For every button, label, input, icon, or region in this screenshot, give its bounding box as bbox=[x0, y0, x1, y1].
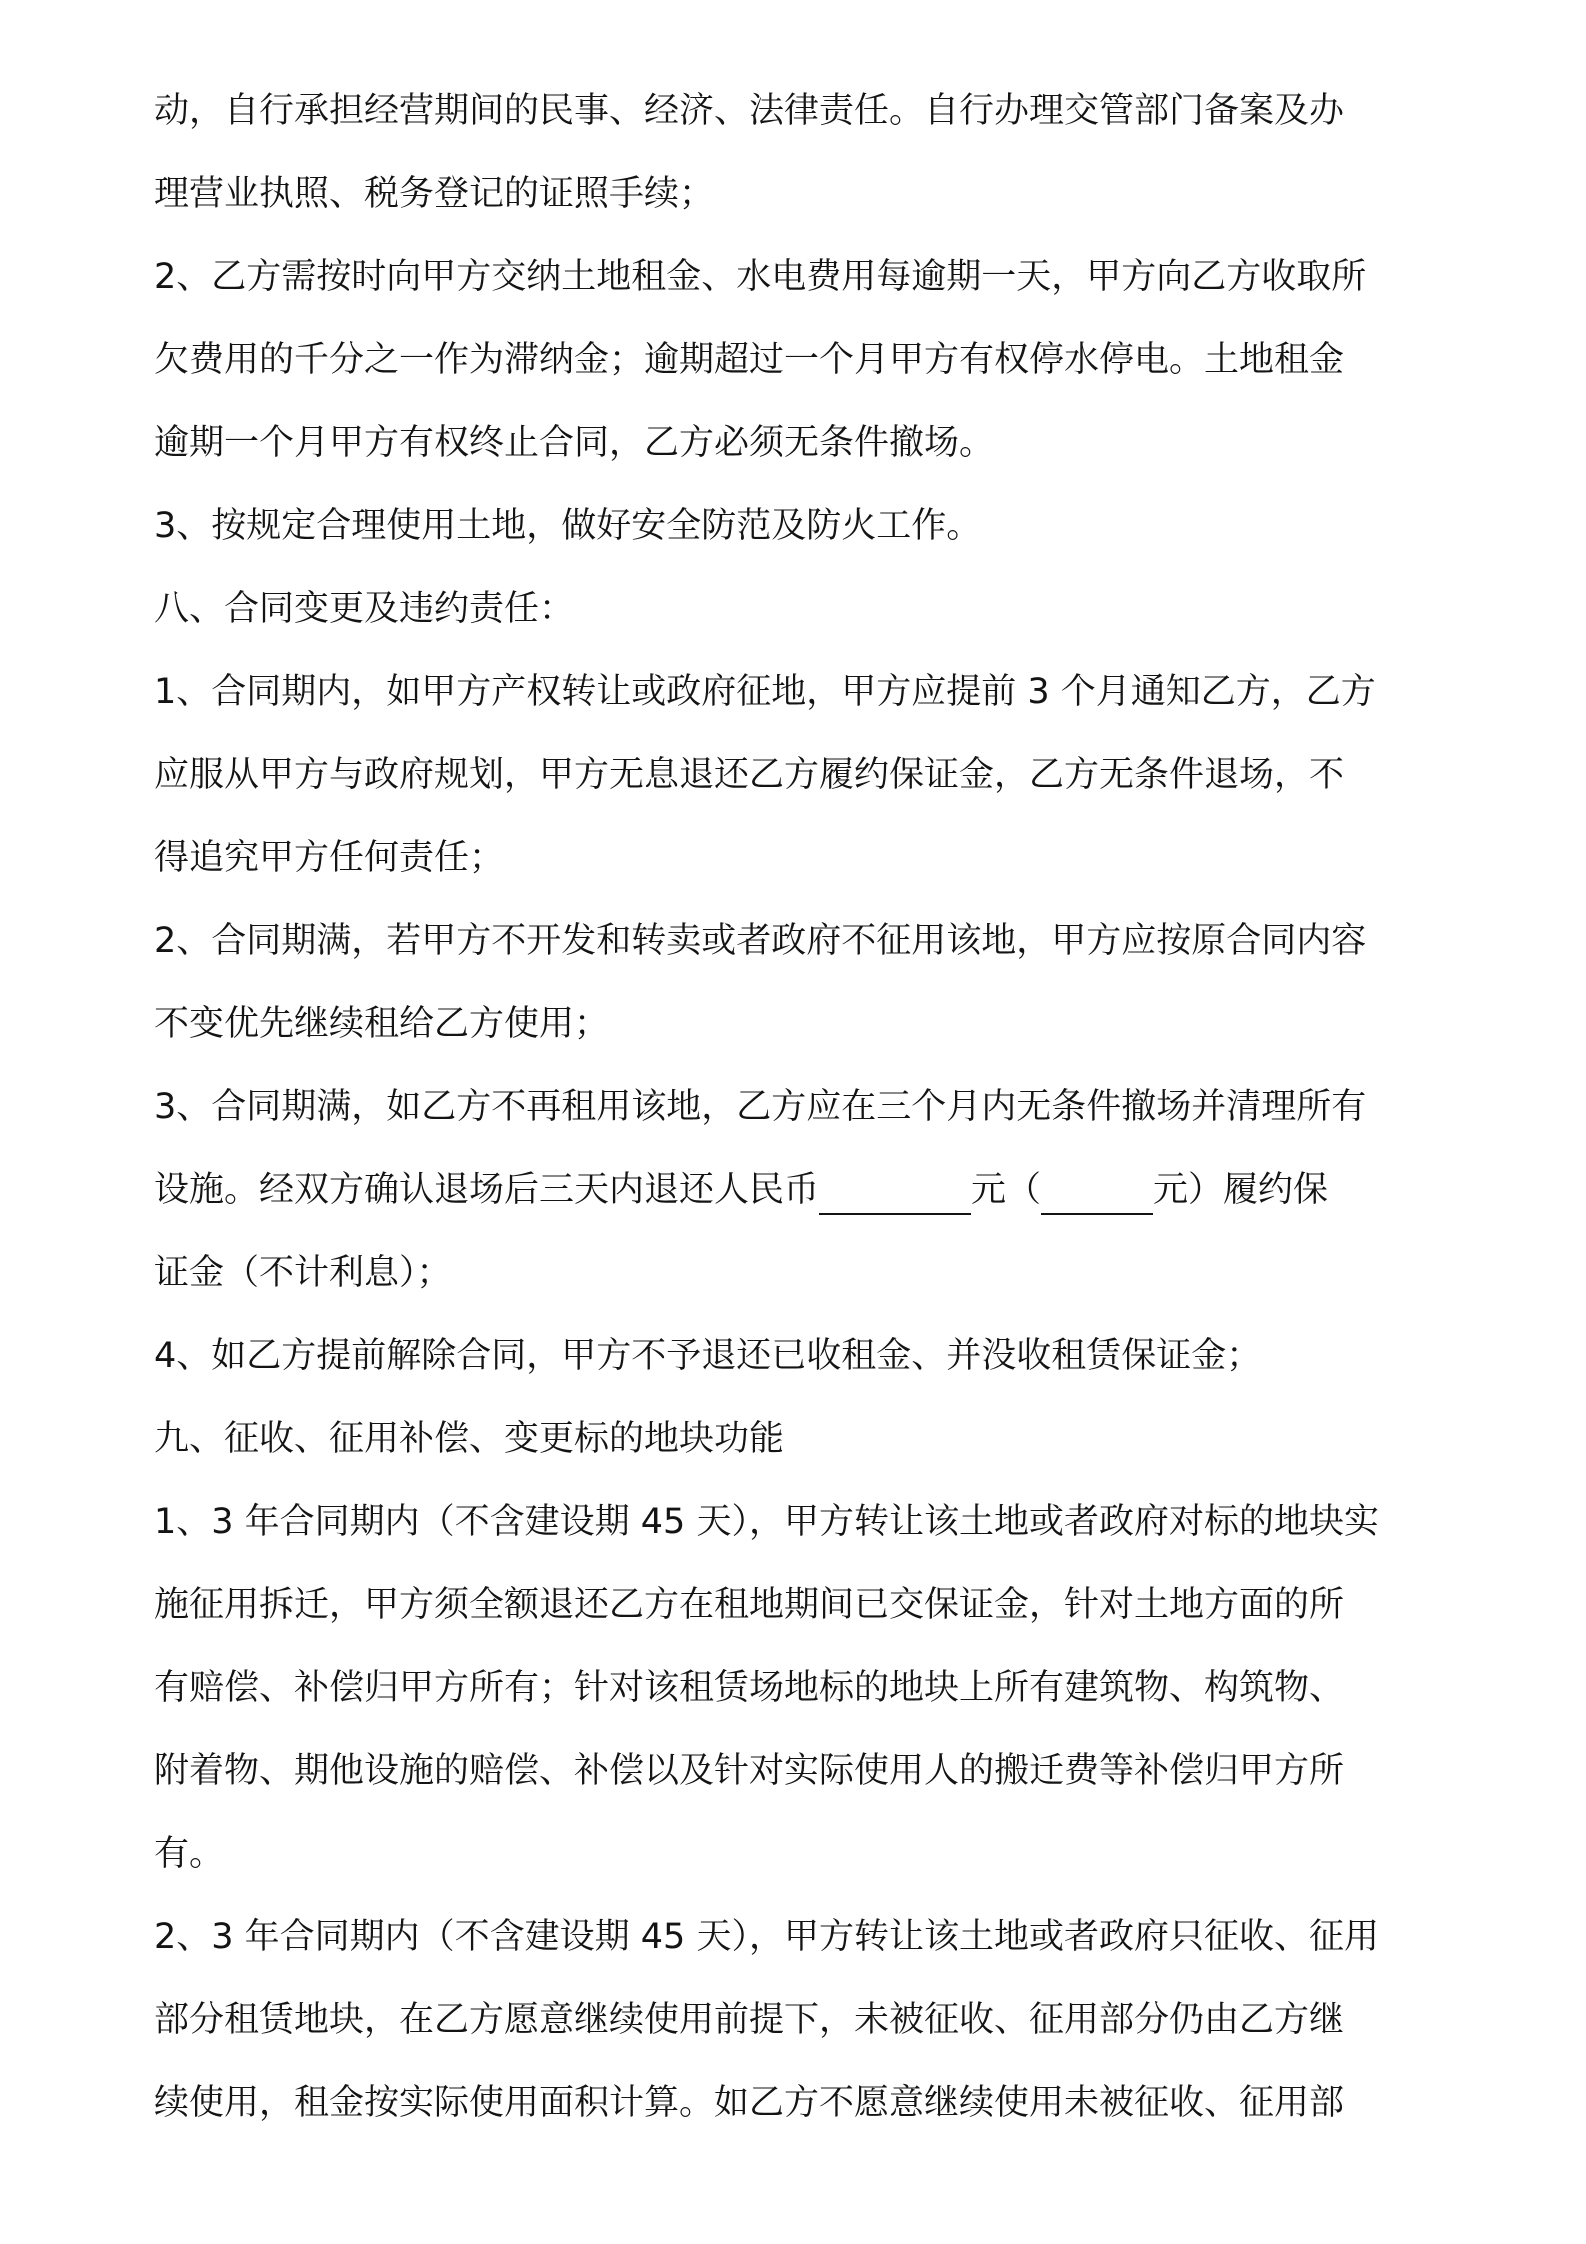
refund-line bbox=[154, 1165, 1328, 1215]
section-heading: 八、合同变更及违约责任： bbox=[154, 589, 575, 629]
text-line: 部分租赁地块，在乙方愿意继续使用前提下，未被征收、征用部分仍由乙方继 bbox=[154, 2000, 1345, 2040]
text-line: 附着物、期他设施的赔偿、补偿以及针对实际使用人的搬迁费等补偿归甲方所 bbox=[154, 1751, 1345, 1791]
text-line: 得追究甲方任何责任； bbox=[154, 838, 505, 878]
text-line: 理营业执照、税务登记的证照手续； bbox=[154, 174, 715, 214]
text-line: 1、合同期内，如甲方产权转让或政府征地，甲方应提前 3 个月通知乙方，乙方 bbox=[154, 672, 1376, 712]
text-line: 3、合同期满，如乙方不再租用该地，乙方应在三个月内无条件撤场并清理所有 bbox=[154, 1087, 1367, 1127]
text-line: 逾期一个月甲方有权终止合同，乙方必须无条件撤场。 bbox=[154, 423, 995, 463]
text-line: 欠费用的千分之一作为滞纳金；逾期超过一个月甲方有权停水停电。土地租金 bbox=[154, 340, 1345, 380]
text-line: 施征用拆迁，甲方须全额退还乙方在租地期间已交保证金，针对土地方面的所 bbox=[154, 1585, 1345, 1625]
text-line: 续使用，租金按实际使用面积计算。如乙方不愿意继续使用未被征收、征用部 bbox=[154, 2083, 1345, 2123]
text-line: 有赔偿、补偿归甲方所有；针对该租赁场地标的地块上所有建筑物、构筑物、 bbox=[154, 1668, 1345, 1708]
text-line: 证金（不计利息）； bbox=[154, 1253, 452, 1293]
text-line: 2、3 年合同期内（不含建设期 45 天），甲方转让该土地或者政府只征收、征用 bbox=[154, 1917, 1379, 1957]
text-line: 4、如乙方提前解除合同，甲方不予退还已收租金、并没收租赁保证金； bbox=[154, 1336, 1262, 1376]
amount-blank-words bbox=[1041, 1173, 1153, 1215]
text-line: 2、合同期满，若甲方不开发和转卖或者政府不征用该地，甲方应按原合同内容 bbox=[154, 921, 1367, 961]
refund-text-part2: 元（ bbox=[971, 1170, 1042, 1210]
text-line: 3、按规定合理使用土地，做好安全防范及防火工作。 bbox=[154, 506, 982, 546]
section-heading: 九、征收、征用补偿、变更标的地块功能 bbox=[154, 1419, 785, 1459]
text-line: 1、3 年合同期内（不含建设期 45 天），甲方转让该土地或者政府对标的地块实 bbox=[154, 1502, 1379, 1542]
text-line: 动，自行承担经营期间的民事、经济、法律责任。自行办理交管部门备案及办 bbox=[154, 91, 1345, 131]
refund-text-part1: 设施。经双方确认退场后三天内退还人民币 bbox=[154, 1170, 820, 1210]
refund-text-part3: 元）履约保 bbox=[1153, 1170, 1329, 1210]
text-line: 2、乙方需按时向甲方交纳土地租金、水电费用每逾期一天，甲方向乙方收取所 bbox=[154, 257, 1367, 297]
amount-blank-figures bbox=[819, 1173, 971, 1215]
text-line: 有。 bbox=[154, 1834, 225, 1874]
text-line: 不变优先继续租给乙方使用； bbox=[154, 1004, 610, 1044]
text-line: 应服从甲方与政府规划，甲方无息退还乙方履约保证金，乙方无条件退场，不 bbox=[154, 755, 1345, 795]
